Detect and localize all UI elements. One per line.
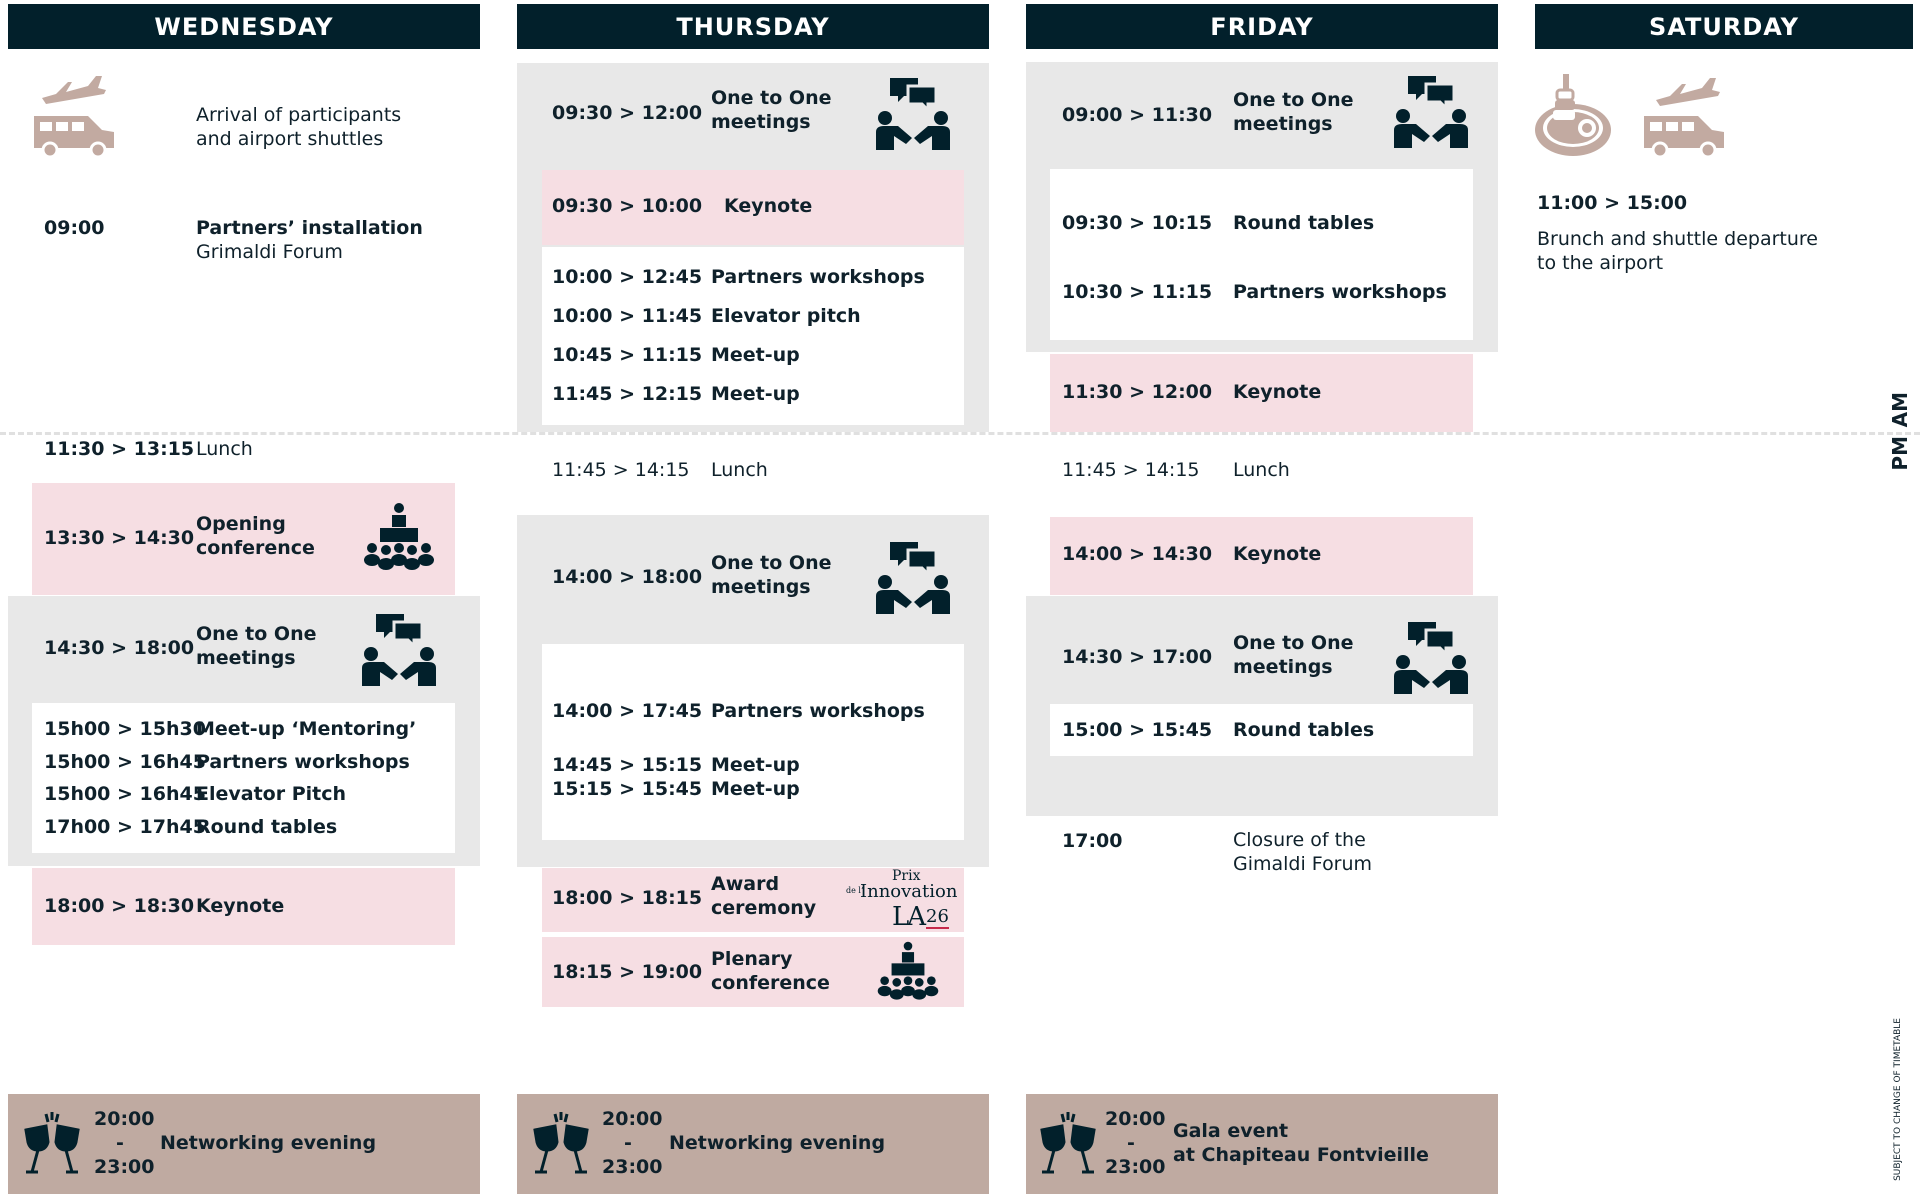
thu-evening-dash: - (624, 1132, 632, 1154)
wed-list-label-3: Round tables (196, 816, 338, 838)
fri-lunch: Lunch (1233, 459, 1290, 481)
wed-list-time-0: 15h00 > 15h30 (44, 718, 206, 740)
cheers-glasses-icon (529, 1110, 593, 1178)
wed-lunch-time: 11:30 > 13:15 (44, 438, 195, 460)
one-to-one-meeting-icon (1394, 620, 1468, 694)
install-time: 09:00 (44, 217, 105, 239)
am-label: AM (1888, 392, 1912, 428)
fri-o2o-pm-label-1: One to One (1233, 632, 1354, 654)
fri-closure-2: Gimaldi Forum (1233, 853, 1373, 875)
fri-pw-time: 10:30 > 11:15 (1062, 281, 1213, 303)
thu-mu1-time: 14:45 > 15:15 (552, 754, 703, 776)
gala-label-2: at Chapiteau Fontvieille (1173, 1144, 1429, 1166)
thu-keynote-am-time: 09:30 > 10:00 (552, 195, 703, 217)
sat-label-2: to the airport (1537, 252, 1664, 274)
thu-keynote-am: Keynote (724, 195, 813, 217)
opening-time: 13:30 > 14:30 (44, 527, 195, 549)
arrival-text-2: and airport shuttles (196, 128, 384, 150)
fri-rt2: Round tables (1233, 719, 1375, 741)
wed-list-time-3: 17h00 > 17h45 (44, 816, 206, 838)
thu-o2o-pm-label-2: meetings (711, 576, 811, 598)
wed-evening-dash: - (116, 1132, 124, 1154)
fri-am-list-block (1050, 169, 1473, 340)
sat-label-1: Brunch and shuttle departure (1537, 228, 1818, 250)
fri-o2o-am-label-2: meetings (1233, 113, 1333, 135)
arrival-text-1: Arrival of participants (196, 104, 402, 126)
plane-icon (38, 68, 110, 108)
fri-keynote-pm: Keynote (1233, 543, 1322, 565)
plane-icon (1652, 70, 1724, 110)
award-time: 18:00 > 18:15 (552, 887, 703, 909)
thu-mu1: Meet-up (711, 754, 800, 776)
gala-label-1: Gala event (1173, 1120, 1289, 1142)
fri-rt2-time: 15:00 > 15:45 (1062, 719, 1213, 741)
install-title: Partners’ installation (196, 217, 423, 239)
thu-mu2-time: 15:15 > 15:45 (552, 778, 703, 800)
thu-list-label-2: Meet-up (711, 344, 800, 366)
thu-o2o-pm-time: 14:00 > 18:00 (552, 566, 703, 588)
fri-o2o-pm-time: 14:30 > 17:00 (1062, 646, 1213, 668)
plenary-time: 18:15 > 19:00 (552, 961, 703, 983)
thu-evening-end: 23:00 (602, 1156, 663, 1178)
fri-rt-time: 09:30 > 10:15 (1062, 212, 1213, 234)
thu-list-time-0: 10:00 > 12:45 (552, 266, 703, 288)
wed-o2o-label-2: meetings (196, 647, 296, 669)
award-label-2: ceremony (711, 897, 817, 919)
one-to-one-meeting-icon (876, 540, 950, 614)
thu-mu2: Meet-up (711, 778, 800, 800)
van-icon (1640, 106, 1728, 158)
thu-list-time-1: 10:00 > 11:45 (552, 305, 703, 327)
thu-list-label-3: Meet-up (711, 383, 800, 405)
fri-o2o-pm-label-2: meetings (1233, 656, 1333, 678)
thu-lunch-time: 11:45 > 14:15 (552, 459, 690, 481)
cheers-glasses-icon (1036, 1110, 1100, 1178)
day-header-saturday: SATURDAY (1535, 4, 1913, 49)
thu-evening-start: 20:00 (602, 1108, 663, 1130)
day-header-thursday: THURSDAY (517, 4, 989, 49)
wed-evening-label: Networking evening (160, 1132, 377, 1154)
day-header-friday: FRIDAY (1026, 4, 1498, 49)
wed-list-time-2: 15h00 > 16h45 (44, 783, 206, 805)
opening-label-1: Opening (196, 513, 286, 535)
conference-icon (876, 940, 940, 1004)
thu-evening-label: Networking evening (669, 1132, 886, 1154)
wed-keynote-time: 18:00 > 18:30 (44, 895, 195, 917)
fri-closure-time: 17:00 (1062, 830, 1123, 852)
thu-o2o-am-label-2: meetings (711, 111, 811, 133)
day-header-wednesday: WEDNESDAY (8, 4, 480, 49)
install-place: Grimaldi Forum (196, 241, 343, 263)
wed-evening-start: 20:00 (94, 1108, 155, 1130)
fri-keynote-am-time: 11:30 > 12:00 (1062, 381, 1213, 403)
wed-list-label-0: Meet-up ‘Mentoring’ (196, 718, 417, 740)
wed-list-time-1: 15h00 > 16h45 (44, 751, 206, 773)
fri-o2o-am-label-1: One to One (1233, 89, 1354, 111)
fri-lunch-time: 11:45 > 14:15 (1062, 459, 1200, 481)
conference-icon (362, 502, 436, 574)
thu-list-time-3: 11:45 > 12:15 (552, 383, 703, 405)
thu-pw-time: 14:00 > 17:45 (552, 700, 703, 722)
fri-keynote-pm-time: 14:00 > 14:30 (1062, 543, 1213, 565)
thu-o2o-pm-label-1: One to One (711, 552, 832, 574)
fri-evening-dash: - (1127, 1132, 1135, 1154)
award-label-1: Award (711, 873, 780, 895)
wed-evening-end: 23:00 (94, 1156, 155, 1178)
fri-keynote-am: Keynote (1233, 381, 1322, 403)
fri-evening-start: 20:00 (1105, 1108, 1166, 1130)
thu-list-label-0: Partners workshops (711, 266, 925, 288)
fri-rt: Round tables (1233, 212, 1375, 234)
one-to-one-meeting-icon (362, 612, 436, 686)
fri-o2o-am-time: 09:00 > 11:30 (1062, 104, 1213, 126)
disclaimer: SUBJECT TO CHANGE OF TIMETABLE (1893, 1018, 1903, 1181)
wed-lunch: Lunch (196, 438, 253, 460)
opening-label-2: conference (196, 537, 315, 559)
fri-closure-1: Closure of the (1233, 829, 1366, 851)
plenary-label-1: Plenary (711, 948, 793, 970)
pm-label: PM (1888, 436, 1912, 471)
am-pm-divider (0, 432, 1920, 435)
cheers-glasses-icon (20, 1110, 84, 1178)
fri-pw: Partners workshops (1233, 281, 1447, 303)
wed-list-label-1: Partners workshops (196, 751, 410, 773)
plenary-label-2: conference (711, 972, 830, 994)
thu-lunch: Lunch (711, 459, 768, 481)
wed-list-label-2: Elevator Pitch (196, 783, 347, 805)
thu-list-time-2: 10:45 > 11:15 (552, 344, 703, 366)
thu-pw: Partners workshops (711, 700, 925, 722)
wed-o2o-time: 14:30 > 18:00 (44, 637, 195, 659)
wed-o2o-label-1: One to One (196, 623, 317, 645)
thu-o2o-am-time: 09:30 > 12:00 (552, 102, 703, 124)
prix-innovation-logo: Prix de l’ Innovation LA 26 (846, 868, 958, 932)
brunch-plate-icon (1533, 72, 1613, 158)
thu-list-label-1: Elevator pitch (711, 305, 861, 327)
fri-evening-end: 23:00 (1105, 1156, 1166, 1178)
wed-keynote: Keynote (196, 895, 285, 917)
thu-pm-list-block (542, 644, 964, 840)
van-icon (30, 106, 118, 158)
one-to-one-meeting-icon (1394, 74, 1468, 148)
one-to-one-meeting-icon (876, 76, 950, 150)
thu-o2o-am-label-1: One to One (711, 87, 832, 109)
sat-time: 11:00 > 15:00 (1537, 192, 1688, 214)
